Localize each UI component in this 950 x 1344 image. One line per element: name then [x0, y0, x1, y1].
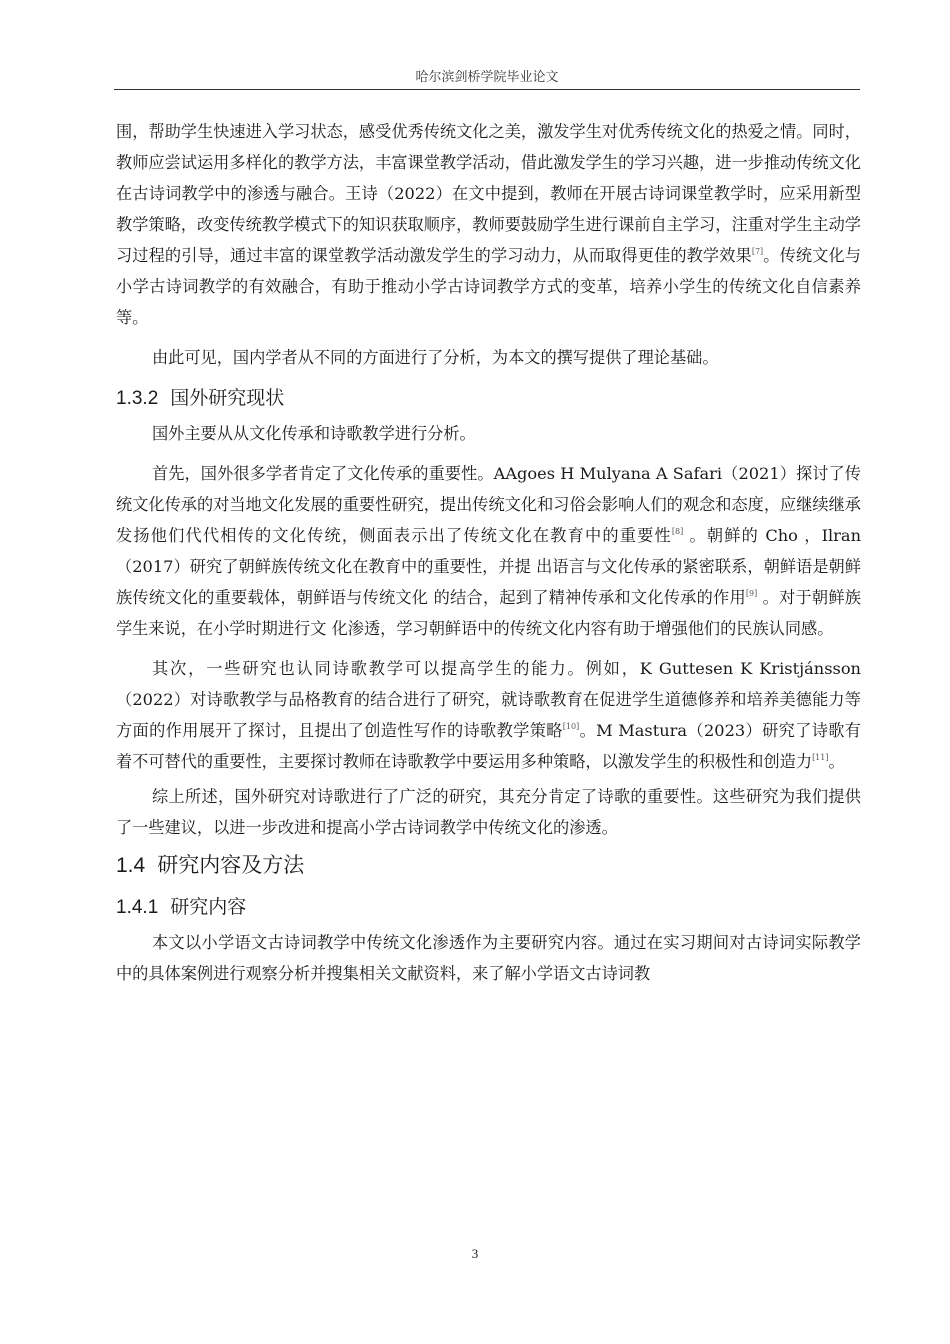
paragraph-text: 。M Mastura（2023）研究了诗歌有着不可替代的重要性，主要探讨教师在诗歌教学中要运用多种策略，以激发学生的积极性和创造力: [116, 721, 861, 771]
paragraph-text: 。: [828, 752, 845, 771]
page-number: 3: [471, 1246, 479, 1261]
section-heading-1-4: [116, 849, 861, 882]
citation-11: [11]: [812, 753, 829, 762]
citation-7: [7]: [751, 247, 764, 256]
running-header: 哈尔滨剑桥学院毕业论文: [415, 69, 559, 84]
paragraph-text: 。朝鲜的 Cho ，Ilran（2017）研究了朝鲜族传统文化在教育中的重要性，并提 出语言与文化传承的紧密联系，朝鲜语是朝鲜族传统文化的重要载体，朝鲜语与传统文化 的结合，起到了精神传承和文化传承的作用: [116, 526, 862, 607]
section-heading-1-3-2: [116, 383, 861, 414]
section-number: 1.4.1: [116, 897, 159, 918]
paragraph-poetry-teaching: [116, 653, 861, 777]
paragraph-continued: [116, 116, 861, 333]
citation-10: [10]: [562, 722, 580, 731]
paragraph-research-content: 本文以小学语文古诗词教学中传统文化渗透作为主要研究内容。通过在实习期间对古诗词实际教学中的具体案例进行观察分析并搜集相关文献资料，来了解小学语文古诗词教: [116, 933, 861, 983]
paragraph-text: 。对于朝鲜族学生来说，在小学时期进行文 化渗透，学习朝鲜语中的传统文化内容有助于增强他们的民族认同感。: [116, 588, 861, 638]
citation-8: [8]: [671, 527, 684, 536]
citation-9: [9]: [745, 589, 758, 598]
page-body: [116, 116, 861, 989]
section-title: 研究内容及方法: [157, 853, 305, 877]
paragraph-text: 首先，国外很多学者肯定了文化传承的重要性。AAgoes H Mulyana A Safari（2021）探讨了传统文化传承的对当地文化发展的重要性研究，提出传统文化和习俗会影响人们的观念和态度，应继续继承发扬他们代代相传的文化传统，侧面表示出了传统文化在教育中的重要性: [116, 464, 861, 545]
header-rule: [114, 89, 860, 90]
section-heading-1-4-1: [116, 892, 861, 923]
paragraph-text: 其次，一些研究也认同诗歌教学可以提高学生的能力。例如，K Guttesen K Kristjánsson（2022）对诗歌教学与品格教育的结合进行了研究，就诗歌教育在促进学生道德修养和培养美德能力等方面的作用展开了探讨，且提出了创造性写作的诗歌教学策略: [116, 659, 861, 740]
paragraph-cultural-heritage: [116, 458, 861, 644]
section-number: 1.3.2: [116, 388, 159, 409]
paragraph-text: 围，帮助学生快速进入学习状态，感受优秀传统文化之美，激发学生对优秀传统文化的热爱之情。同时，教师应尝试运用多样化的教学方法，丰富课堂教学活动，借此激发学生的学习兴趣，进一步推动传统文化在古诗词教学中的渗透与融合。王诗（2022）在文中提到，教师在开展古诗词课堂教学时，应采用新型教学策略，改变传统教学模式下的知识获取顺序，教师要鼓励学生进行课前自主学习，注重对学生主动学习过程的引导，通过丰富的课堂教学活动激发学生的学习动力，从而取得更佳的教学效果: [116, 122, 861, 265]
paragraph-summary-foreign: 综上所述，国外研究对诗歌进行了广泛的研究，其充分肯定了诗歌的重要性。这些研究为我们提供了一些建议，以进一步改进和提高小学古诗词教学中传统文化的渗透。: [116, 787, 861, 837]
section-title: 研究内容: [170, 896, 247, 918]
paragraph-text: 。传统文化与小学古诗词教学的有效融合，有助于推动小学古诗词教学方式的变革，培养小学生的传统文化自信素养等。: [116, 246, 862, 327]
paragraph-summary-domestic: 由此可见，国内学者从不同的方面进行了分析，为本文的撰写提供了理论基础。: [152, 348, 719, 367]
section-number: 1.4: [116, 854, 146, 877]
paragraph-foreign-intro: 国外主要从从文化传承和诗歌教学进行分析。: [152, 424, 476, 443]
section-title: 国外研究现状: [170, 387, 285, 409]
